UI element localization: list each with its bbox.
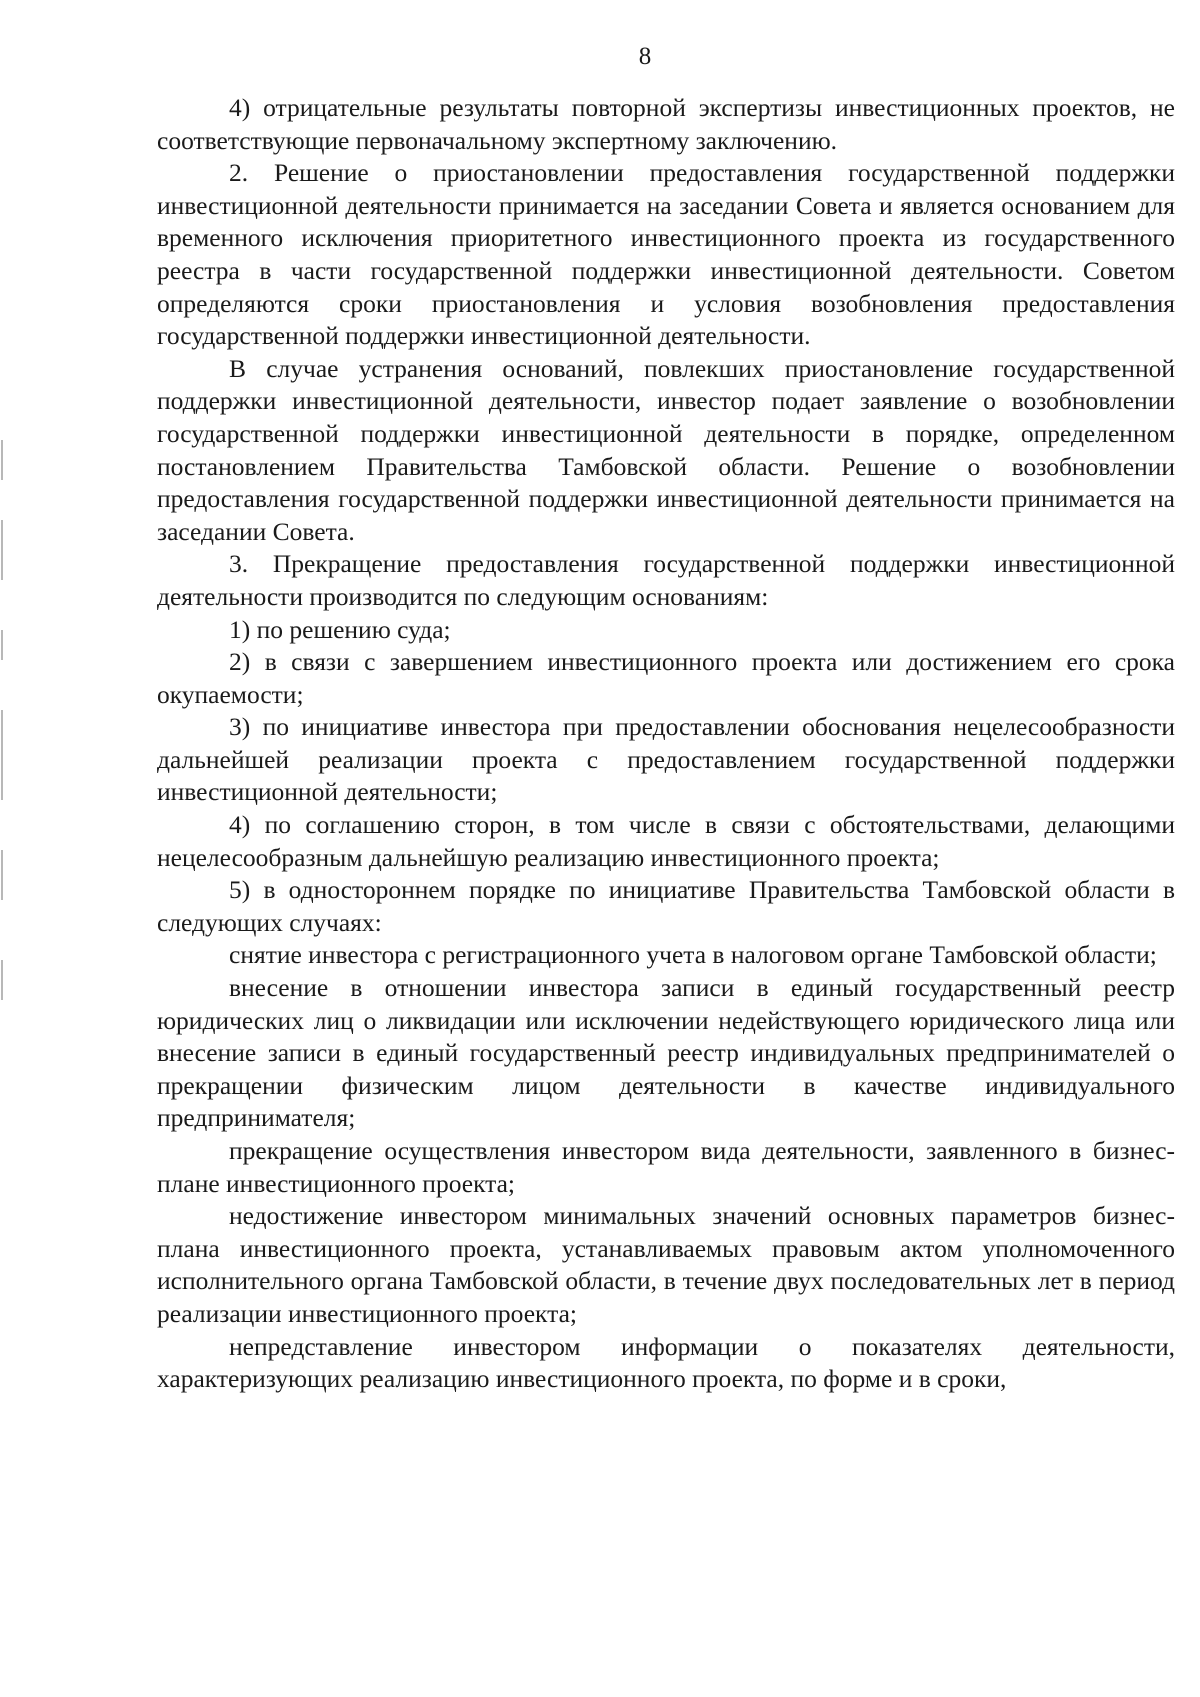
- list-item: 4) по соглашению сторон, в том числе в связи с обстоятельствами, делающими нецелесообразным дальнейшую реализацию инвестиционного проекта;: [157, 810, 1175, 872]
- sub-item: недостижение инвестором минимальных значений основных параметров бизнес-плана инвестиционного проекта, устанавливаемых правовым актом уполномоченного исполнительного органа Тамбовской области, в течение двух последовательных лет в период реализации инвестиционного проекта;: [157, 1201, 1175, 1328]
- list-item: 2) в связи с завершением инвестиционного проекта или достижением его срока окупаемости;: [157, 647, 1175, 709]
- paragraph: 3. Прекращение предоставления государственной поддержки инвестиционной деятельности производится по следующим основаниям:: [157, 549, 1175, 611]
- page-number: 8: [638, 43, 652, 70]
- sub-item: внесение в отношении инвестора записи в единый государственный реестр юридических лиц о ликвидации или исключении недействующего юридического лица или внесение записи в единый государственный реестр индивидуальных предпринимателей о прекращении физическим лицом деятельности в качестве индивидуального предпринимателя;: [157, 973, 1175, 1133]
- paragraph: В случае устранения оснований, повлекших приостановление государственной поддержки инвестиционной деятельности, инвестор подает заявление о возобновлении государственной поддержки инвестиционной деятельности в порядке, определенном постановлением Правительства Тамбовской области. Решение о возобновлении предоставления государственной поддержки инвестиционной деятельности принимается на заседании Совета.: [157, 353, 1175, 546]
- scan-edge-marks: [0, 440, 4, 1140]
- sub-item: снятие инвестора с регистрационного учета в налоговом органе Тамбовской области;: [229, 940, 1157, 970]
- list-item: 3) по инициативе инвестора при предоставлении обоснования нецелесообразности дальнейшей реализации проекта с предоставлением государственной поддержки инвестиционной деятельности;: [157, 712, 1175, 807]
- paragraph: 2. Решение о приостановлении предоставления государственной поддержки инвестиционной деятельности принимается на заседании Совета и является основанием для временного исключения приоритетного инвестиционного проекта из государственного реестра в части государственной поддержки инвестиционной деятельности. Советом определяются сроки приостановления и условия возобновления предоставления государственной поддержки инвестиционной деятельности.: [157, 158, 1175, 351]
- sub-item: непредставление инвестором информации о показателях деятельности, характеризующих реализацию инвестиционного проекта, по форме и в сроки,: [157, 1331, 1175, 1394]
- sub-item: прекращение осуществления инвестором вида деятельности, заявленного в бизнес-плане инвестиционного проекта;: [157, 1136, 1175, 1198]
- document-body: [157, 92, 1175, 1396]
- list-item: 5) в одностороннем порядке по инициативе Правительства Тамбовской области в следующих случаях:: [157, 875, 1175, 937]
- paragraph: 4) отрицательные результаты повторной экспертизы инвестиционных проектов, не соответствующие первоначальному экспертному заключению.: [157, 93, 1175, 155]
- list-item: 1) по решению суда;: [229, 614, 451, 644]
